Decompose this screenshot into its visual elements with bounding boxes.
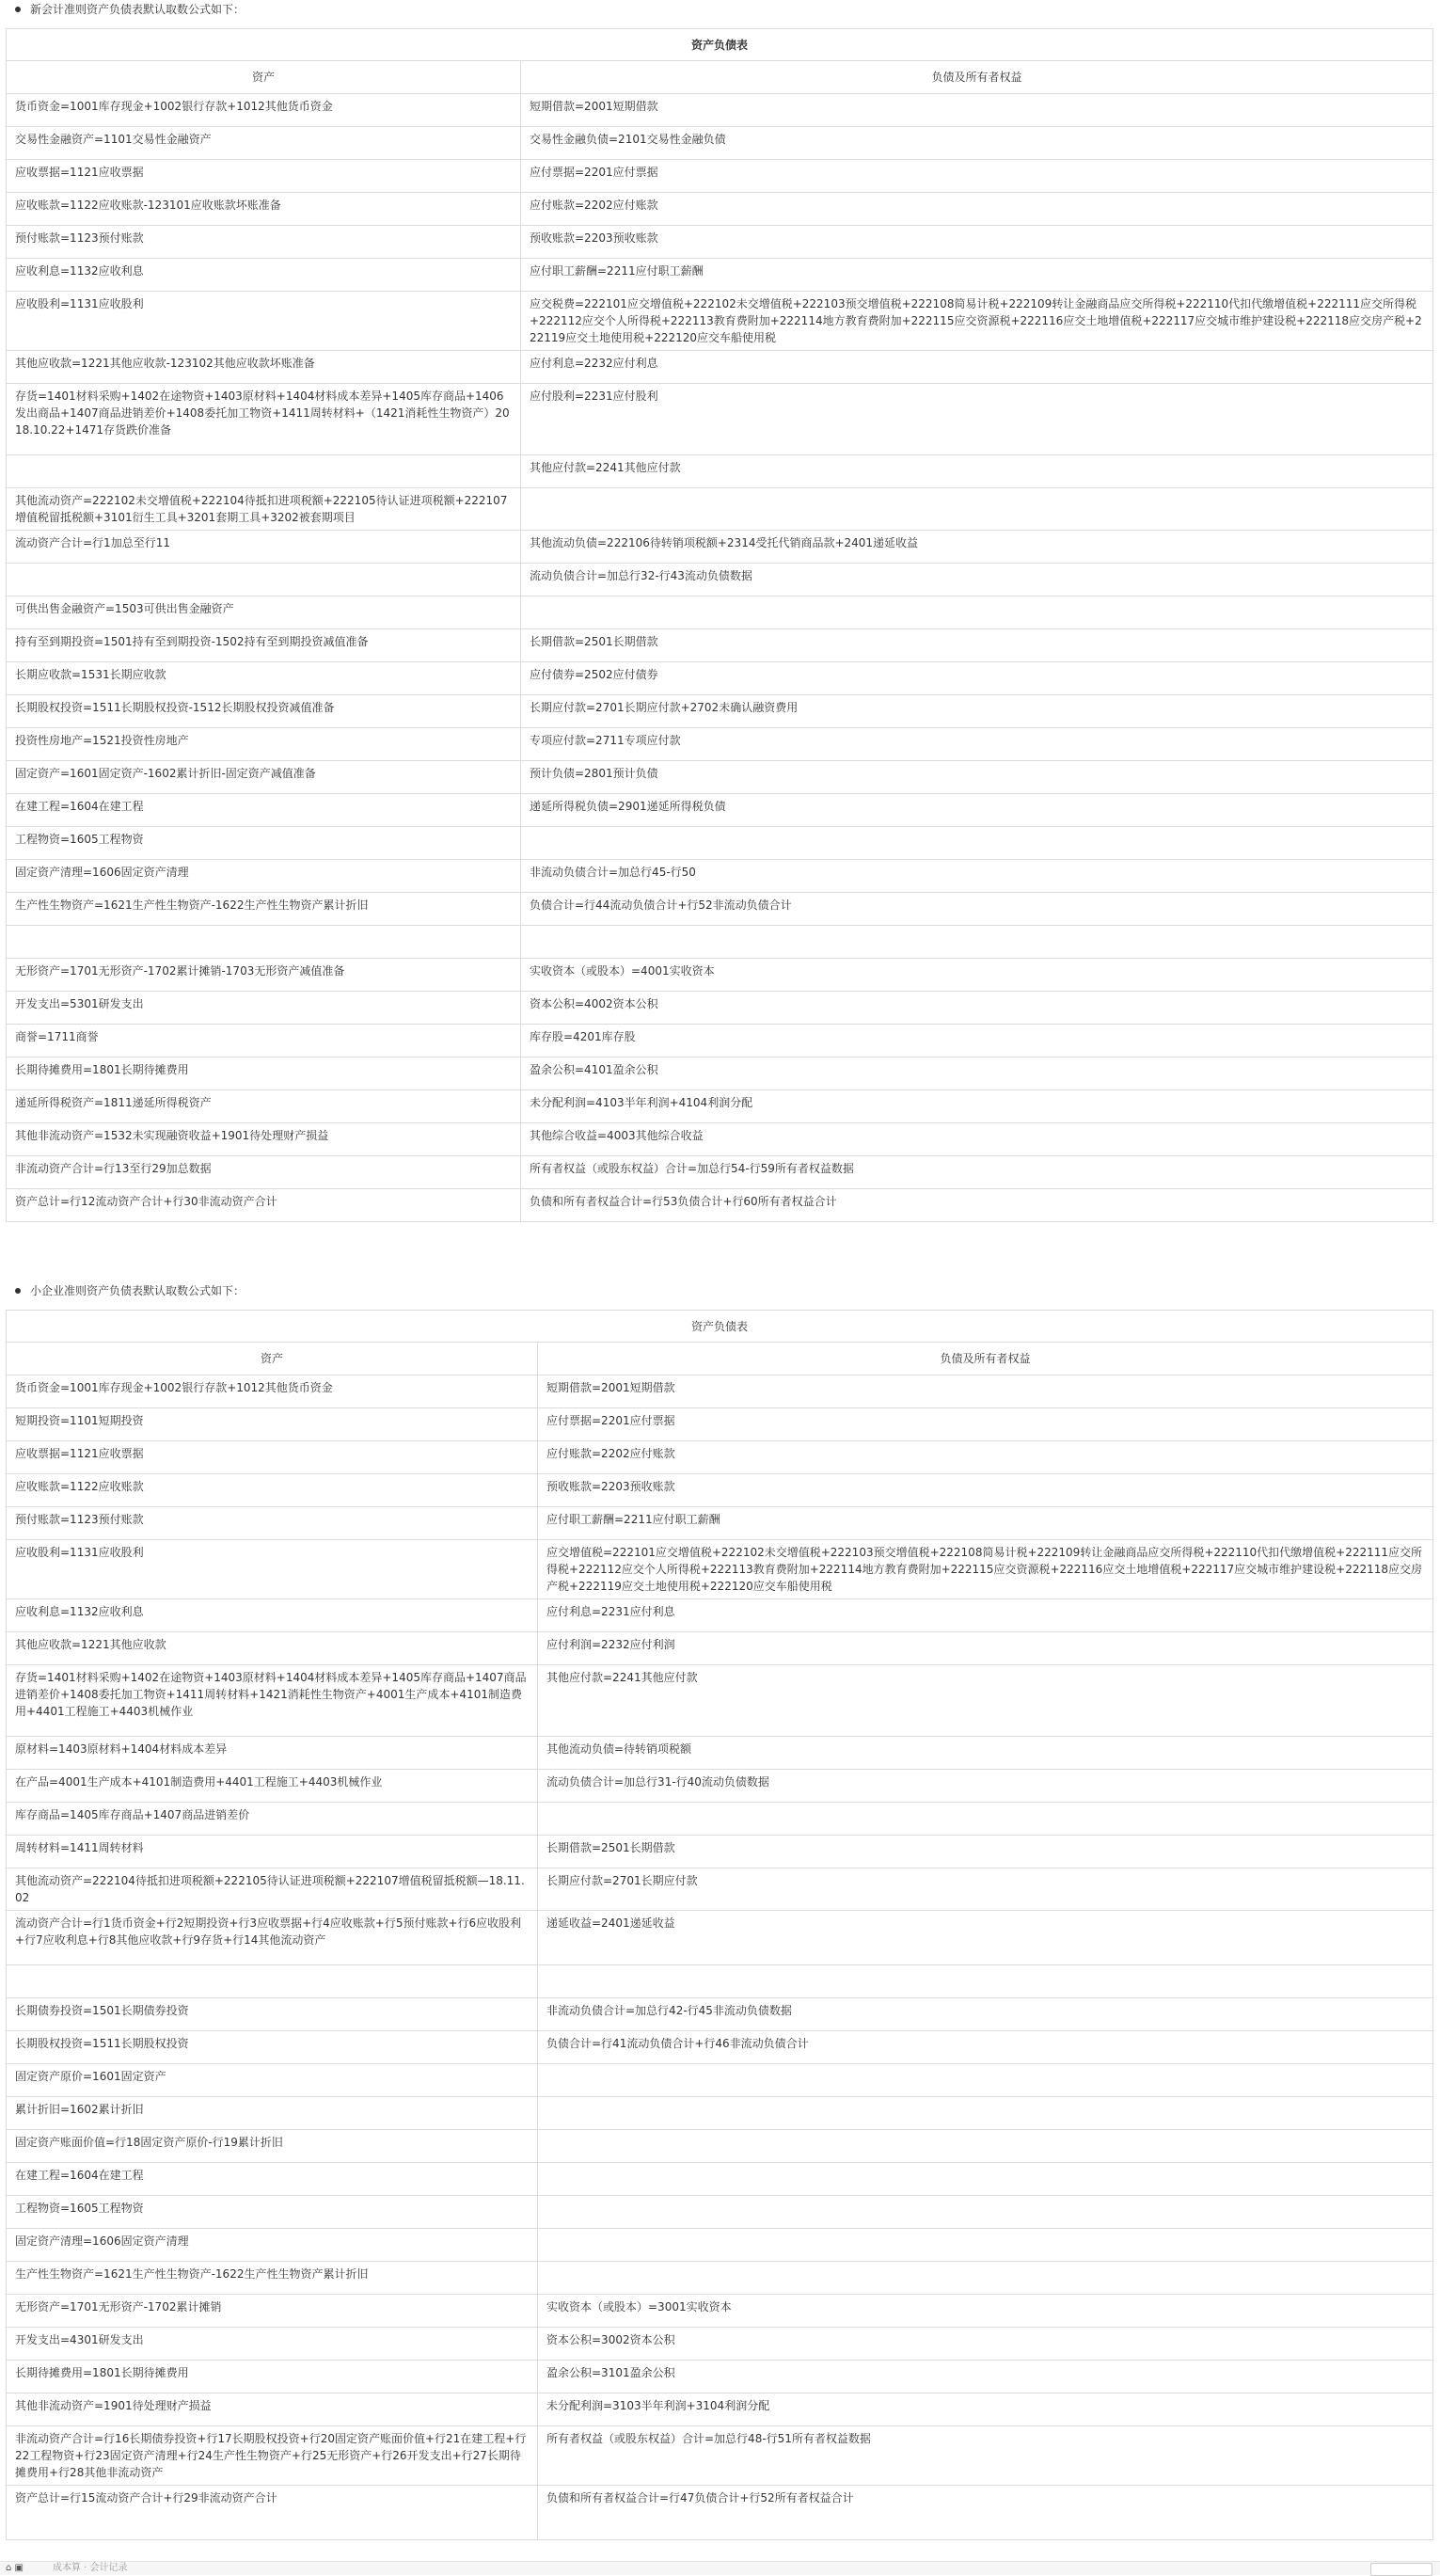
table-row — [7, 531, 1433, 564]
table-caption: 资产负债表 — [7, 29, 1433, 61]
asset-cell: 工程物资=1605工程物资 — [7, 2196, 538, 2229]
liability-cell: 负债合计=行41流动负债合计+行46非流动负债合计 — [538, 2031, 1433, 2064]
liability-cell: 未分配利润=3103半年利润+3104利润分配 — [538, 2393, 1433, 2426]
table-row — [7, 1189, 1433, 1222]
table-row — [7, 160, 1433, 193]
liability-cell: 实收资本（或股本）=4001实收资本 — [521, 959, 1433, 992]
liability-cell: 盈余公积=3101盈余公积 — [538, 2361, 1433, 2393]
asset-cell: 应收股利=1131应收股利 — [7, 292, 521, 351]
asset-cell: 开发支出=5301研发支出 — [7, 992, 521, 1025]
asset-cell: 固定资产=1601固定资产-1602累计折旧-固定资产减值准备 — [7, 761, 521, 794]
table-row — [7, 629, 1433, 662]
asset-cell: 流动资产合计=行1加总至行11 — [7, 531, 521, 564]
status-label: 成本算 · 会计记录 — [53, 2563, 128, 2573]
table-row — [7, 2196, 1433, 2229]
table-row — [7, 1632, 1433, 1665]
table-row — [7, 455, 1433, 488]
asset-cell — [7, 926, 521, 959]
liability-cell — [538, 2196, 1433, 2229]
column-header-assets: 资产 — [7, 61, 521, 94]
liability-cell: 盈余公积=4101盈余公积 — [521, 1057, 1433, 1090]
liability-cell — [538, 2064, 1433, 2097]
table-row — [7, 662, 1433, 695]
table-body — [7, 1375, 1433, 2540]
asset-cell: 开发支出=4301研发支出 — [7, 2328, 538, 2361]
liability-cell: 递延收益=2401递延收益 — [538, 1911, 1433, 1965]
table-row — [7, 226, 1433, 259]
asset-cell: 资产总计=行15流动资产合计+行29非流动资产合计 — [7, 2486, 538, 2540]
table-row — [7, 1737, 1433, 1770]
table-row — [7, 2262, 1433, 2295]
asset-cell: 在产品=4001生产成本+4101制造费用+4401工程施工+4403机械作业 — [7, 1770, 538, 1803]
table-row — [7, 2097, 1433, 2130]
liability-cell: 预计负债=2801预计负债 — [521, 761, 1433, 794]
table-row — [7, 1911, 1433, 1965]
liability-cell: 其他流动负债=222106待转销项税额+2314受托代销商品款+2401递延收益 — [521, 531, 1433, 564]
liability-cell: 长期应付款=2701长期应付款 — [538, 1868, 1433, 1911]
table-row — [7, 992, 1433, 1025]
table-row — [7, 127, 1433, 160]
asset-cell: 长期债券投资=1501长期债券投资 — [7, 1998, 538, 2031]
liability-cell: 实收资本（或股本）=3001实收资本 — [538, 2295, 1433, 2328]
liability-cell — [521, 827, 1433, 860]
asset-cell: 工程物资=1605工程物资 — [7, 827, 521, 860]
asset-cell: 可供出售金融资产=1503可供出售金融资产 — [7, 596, 521, 629]
liability-cell: 应付利息=2231应付利息 — [538, 1599, 1433, 1632]
liability-cell: 预收账款=2203预收账款 — [521, 226, 1433, 259]
liability-cell — [538, 1803, 1433, 1836]
table-row — [7, 1474, 1433, 1507]
liability-cell: 应付票据=2201应付票据 — [521, 160, 1433, 193]
liability-cell — [538, 2130, 1433, 2163]
asset-cell: 短期投资=1101短期投资 — [7, 1408, 538, 1441]
liability-cell: 负债合计=行44流动负债合计+行52非流动负债合计 — [521, 893, 1433, 926]
liability-cell — [538, 2262, 1433, 2295]
liability-cell: 应付利息=2232应付利息 — [521, 351, 1433, 384]
liability-cell: 应付票据=2201应付票据 — [538, 1408, 1433, 1441]
table-row — [7, 1375, 1433, 1408]
table-row — [7, 1408, 1433, 1441]
asset-cell — [7, 564, 521, 596]
balance-sheet-table-small — [6, 1310, 1433, 2540]
asset-cell: 固定资产清理=1606固定资产清理 — [7, 860, 521, 893]
liability-cell: 专项应付款=2711专项应付款 — [521, 728, 1433, 761]
table-row — [7, 2295, 1433, 2328]
balance-sheet-table-new — [6, 28, 1433, 1222]
liability-cell: 其他流动负债=待转销项税额 — [538, 1737, 1433, 1770]
asset-cell: 固定资产清理=1606固定资产清理 — [7, 2229, 538, 2262]
asset-cell: 其他非流动资产=1901待处理财产损益 — [7, 2393, 538, 2426]
asset-cell: 原材料=1403原材料+1404材料成本差异 — [7, 1737, 538, 1770]
liability-cell — [538, 2097, 1433, 2130]
liability-cell: 其他应付款=2241其他应付款 — [538, 1665, 1433, 1737]
liability-cell: 所有者权益（或股东权益）合计=加总行48-行51所有者权益数据 — [538, 2426, 1433, 2486]
asset-cell: 交易性金融资产=1101交易性金融资产 — [7, 127, 521, 160]
intro-text: 新会计准则资产负债表默认取数公式如下： — [30, 3, 245, 16]
asset-cell: 资产总计=行12流动资产合计+行30非流动资产合计 — [7, 1189, 521, 1222]
bullet-dot-icon — [15, 7, 21, 12]
asset-cell: 周转材料=1411周转材料 — [7, 1836, 538, 1868]
asset-cell: 长期股权投资=1511长期股权投资-1512长期股权投资减值准备 — [7, 695, 521, 728]
asset-cell: 其他应收款=1221其他应收款-123102其他应收款坏账准备 — [7, 351, 521, 384]
asset-cell: 货币资金=1001库存现金+1002银行存款+1012其他货币资金 — [7, 94, 521, 127]
table-row — [7, 959, 1433, 992]
table-row — [7, 259, 1433, 292]
table-row — [7, 292, 1433, 351]
asset-cell: 货币资金=1001库存现金+1002银行存款+1012其他货币资金 — [7, 1375, 538, 1408]
liability-cell: 非流动负债合计=加总行42-行45非流动负债数据 — [538, 1998, 1433, 2031]
asset-cell — [7, 455, 521, 488]
table-row — [7, 860, 1433, 893]
table-row — [7, 2328, 1433, 2361]
liability-cell: 长期应付款=2701长期应付款+2702未确认融资费用 — [521, 695, 1433, 728]
table-row — [7, 827, 1433, 860]
asset-cell: 在建工程=1604在建工程 — [7, 794, 521, 827]
liability-cell: 流动负债合计=加总行32-行43流动负债数据 — [521, 564, 1433, 596]
liability-cell: 资本公积=3002资本公积 — [538, 2328, 1433, 2361]
table-row — [7, 2031, 1433, 2064]
asset-cell: 非流动资产合计=行16长期债券投资+行17长期股权投资+行20固定资产账面价值+行21在建工程+行22工程物资+行23固定资产清理+行24生产性生物资产+行25无形资产+行26开发支出+行27长期待摊费用+行28其他非流动资产 — [7, 2426, 538, 2486]
liability-cell: 应交税费=222101应交增值税+222102未交增值税+222103预交增值税+222108简易计税+222109转让金融商品应交所得税+222110代扣代缴增值税+222111应交所得税+222112应交个人所得税+222113教育费附加+222114地方教育费附加+222115应交资源税+222116应交土地增值税+222117应交城市维护建设税+222118应交房产税+222119应交土地使用税+222120应交车船使用税 — [521, 292, 1433, 351]
asset-cell: 长期应收款=1531长期应收款 — [7, 662, 521, 695]
table-row — [7, 2229, 1433, 2262]
column-header-assets: 资产 — [7, 1343, 538, 1375]
liability-cell: 应付职工薪酬=2211应付职工薪酬 — [538, 1507, 1433, 1540]
asset-cell: 生产性生物资产=1621生产性生物资产-1622生产性生物资产累计折旧 — [7, 2262, 538, 2295]
table-row — [7, 1770, 1433, 1803]
table-row — [7, 596, 1433, 629]
liability-cell: 未分配利润=4103半年利润+4104利润分配 — [521, 1090, 1433, 1123]
asset-cell: 应收利息=1132应收利息 — [7, 1599, 538, 1632]
liability-cell: 其他应付款=2241其他应付款 — [521, 455, 1433, 488]
table-row — [7, 1090, 1433, 1123]
liability-cell — [538, 2163, 1433, 2196]
liability-cell: 长期借款=2501长期借款 — [538, 1836, 1433, 1868]
table-row — [7, 794, 1433, 827]
liability-cell — [521, 488, 1433, 531]
asset-cell: 其他流动资产=222102未交增值税+222104待抵扣进项税额+222105待认证进项税额+222107增值税留抵税额+3101衍生工具+3201套期工具+3202被套期项目 — [7, 488, 521, 531]
asset-cell: 预付账款=1123预付账款 — [7, 226, 521, 259]
liability-cell: 应付债券=2502应付债券 — [521, 662, 1433, 695]
liability-cell: 其他综合收益=4003其他综合收益 — [521, 1123, 1433, 1156]
asset-cell: 无形资产=1701无形资产-1702累计摊销 — [7, 2295, 538, 2328]
table-row — [7, 2130, 1433, 2163]
liability-cell: 资本公积=4002资本公积 — [521, 992, 1433, 1025]
asset-cell: 生产性生物资产=1621生产性生物资产-1622生产性生物资产累计折旧 — [7, 893, 521, 926]
table-row — [7, 893, 1433, 926]
asset-cell: 应收票据=1121应收票据 — [7, 1441, 538, 1474]
asset-cell: 其他流动资产=222104待抵扣进项税额+222105待认证进项税额+222107增值税留抵税额—18.11.02 — [7, 1868, 538, 1911]
asset-cell: 长期待摊费用=1801长期待摊费用 — [7, 1057, 521, 1090]
asset-cell: 存货=1401材料采购+1402在途物资+1403原材料+1404材料成本差异+1405库存商品+1407商品进销差价+1408委托加工物资+1411周转材料+1421消耗性生物资产+4001生产成本+4101制造费用+4401工程施工+4403机械作业 — [7, 1665, 538, 1737]
liability-cell: 短期借款=2001短期借款 — [521, 94, 1433, 127]
table-row — [7, 1057, 1433, 1090]
table-row — [7, 1868, 1433, 1911]
asset-cell: 应收股利=1131应收股利 — [7, 1540, 538, 1599]
table-row — [7, 2486, 1433, 2540]
asset-cell: 应收票据=1121应收票据 — [7, 160, 521, 193]
table-row — [7, 193, 1433, 226]
table-caption: 资产负债表 — [7, 1311, 1433, 1343]
table-row — [7, 488, 1433, 531]
asset-cell: 流动资产合计=行1货币资金+行2短期投资+行3应收票据+行4应收账款+行5预付账款+行6应收股利+行7应收利息+行8其他应收款+行9存货+行14其他流动资产 — [7, 1911, 538, 1965]
asset-cell: 应收账款=1122应收账款-123101应收账款坏账准备 — [7, 193, 521, 226]
liability-cell: 应付账款=2202应付账款 — [521, 193, 1433, 226]
table-row — [7, 2393, 1433, 2426]
table-row — [7, 1965, 1433, 1998]
table-row — [7, 1803, 1433, 1836]
asset-cell: 投资性房地产=1521投资性房地产 — [7, 728, 521, 761]
liability-cell — [538, 2229, 1433, 2262]
asset-cell: 商誉=1711商誉 — [7, 1025, 521, 1057]
table-body — [7, 94, 1433, 1222]
liability-cell: 递延所得税负债=2901递延所得税负债 — [521, 794, 1433, 827]
liability-cell: 应付利润=2232应付利润 — [538, 1632, 1433, 1665]
asset-cell: 其他非流动资产=1532未实现融资收益+1901待处理财产损益 — [7, 1123, 521, 1156]
asset-cell: 长期股权投资=1511长期股权投资 — [7, 2031, 538, 2064]
table-row — [7, 1441, 1433, 1474]
asset-cell: 应收利息=1132应收利息 — [7, 259, 521, 292]
table-row — [7, 384, 1433, 455]
liability-cell: 应交增值税=222101应交增值税+222102未交增值税+222103预交增值税+222108简易计税+222109转让金融商品应交所得税+222110代扣代缴增值税+222111应交所得税+222112应交个人所得税+222113教育费附加+222114地方教育费附加+222115应交资源税+222116应交土地增值税+222117应交城市维护建设税+222118应交房产税+222119应交土地使用税+222120应交车船使用税 — [538, 1540, 1433, 1599]
asset-cell: 累计折旧=1602累计折旧 — [7, 2097, 538, 2130]
table-row — [7, 1998, 1433, 2031]
table-row — [7, 1540, 1433, 1599]
asset-cell: 应收账款=1122应收账款 — [7, 1474, 538, 1507]
table-row — [7, 761, 1433, 794]
bullet-dot-icon — [15, 1288, 21, 1294]
liability-cell: 短期借款=2001短期借款 — [538, 1375, 1433, 1408]
table-row — [7, 695, 1433, 728]
asset-cell: 递延所得税资产=1811递延所得税资产 — [7, 1090, 521, 1123]
asset-cell: 其他应收款=1221其他应收款 — [7, 1632, 538, 1665]
liability-cell: 预收账款=2203预收账款 — [538, 1474, 1433, 1507]
liability-cell: 应付职工薪酬=2211应付职工薪酬 — [521, 259, 1433, 292]
liability-cell: 应付账款=2202应付账款 — [538, 1441, 1433, 1474]
table-row — [7, 94, 1433, 127]
table-row — [7, 351, 1433, 384]
liability-cell: 负债和所有者权益合计=行47负债合计+行52所有者权益合计 — [538, 2486, 1433, 2540]
liability-cell: 流动负债合计=加总行31-行40流动负债数据 — [538, 1770, 1433, 1803]
liability-cell: 应付股利=2231应付股利 — [521, 384, 1433, 455]
liability-cell: 长期借款=2501长期借款 — [521, 629, 1433, 662]
table-row — [7, 1156, 1433, 1189]
table-row — [7, 1665, 1433, 1737]
liability-cell — [538, 1965, 1433, 1998]
asset-cell: 非流动资产合计=行13至行29加总数据 — [7, 1156, 521, 1189]
column-header-liabilities: 负债及所有者权益 — [538, 1343, 1433, 1375]
table-row — [7, 564, 1433, 596]
liability-cell: 非流动负债合计=加总行45-行50 — [521, 860, 1433, 893]
liability-cell — [521, 596, 1433, 629]
liability-cell: 所有者权益（或股东权益）合计=加总行54-行59所有者权益数据 — [521, 1156, 1433, 1189]
table-row — [7, 1836, 1433, 1868]
asset-cell — [7, 1965, 538, 1998]
table-row — [7, 728, 1433, 761]
asset-cell: 库存商品=1405库存商品+1407商品进销差价 — [7, 1803, 538, 1836]
asset-cell: 长期待摊费用=1801长期待摊费用 — [7, 2361, 538, 2393]
asset-cell: 存货=1401材料采购+1402在途物资+1403原材料+1404材料成本差异+1405库存商品+1406发出商品+1407商品进销差价+1408委托加工物资+1411周转材料+（1421消耗性生物资产）2018.10.22+1471存货跌价准备 — [7, 384, 521, 455]
table-row — [7, 1025, 1433, 1057]
intro-text: 小企业准则资产负债表默认取数公式如下： — [30, 1284, 245, 1297]
asset-cell: 持有至到期投资=1501持有至到期投资-1502持有至到期投资减值准备 — [7, 629, 521, 662]
intro-bullet — [6, 1281, 245, 1300]
table-row — [7, 1123, 1433, 1156]
liability-cell: 库存股=4201库存股 — [521, 1025, 1433, 1057]
home-icon[interactable]: ⌂ ▣ — [6, 2563, 24, 2573]
liability-cell: 负债和所有者权益合计=行53负债合计+行60所有者权益合计 — [521, 1189, 1433, 1222]
table-row — [7, 2064, 1433, 2097]
liability-cell: 交易性金融负债=2101交易性金融负债 — [521, 127, 1433, 160]
asset-cell: 在建工程=1604在建工程 — [7, 2163, 538, 2196]
intro-bullet — [6, 0, 245, 19]
asset-cell: 固定资产原价=1601固定资产 — [7, 2064, 538, 2097]
asset-cell: 固定资产账面价值=行18固定资产原价-行19累计折旧 — [7, 2130, 538, 2163]
liability-cell — [521, 926, 1433, 959]
table-row — [7, 1507, 1433, 1540]
table-row — [7, 2426, 1433, 2486]
asset-cell: 预付账款=1123预付账款 — [7, 1507, 538, 1540]
table-row — [7, 926, 1433, 959]
table-row — [7, 2163, 1433, 2196]
asset-cell: 无形资产=1701无形资产-1702累计摊销-1703无形资产减值准备 — [7, 959, 521, 992]
column-header-liabilities: 负债及所有者权益 — [521, 61, 1433, 94]
status-bar — [0, 2561, 1440, 2575]
table-row — [7, 1599, 1433, 1632]
table-row — [7, 2361, 1433, 2393]
